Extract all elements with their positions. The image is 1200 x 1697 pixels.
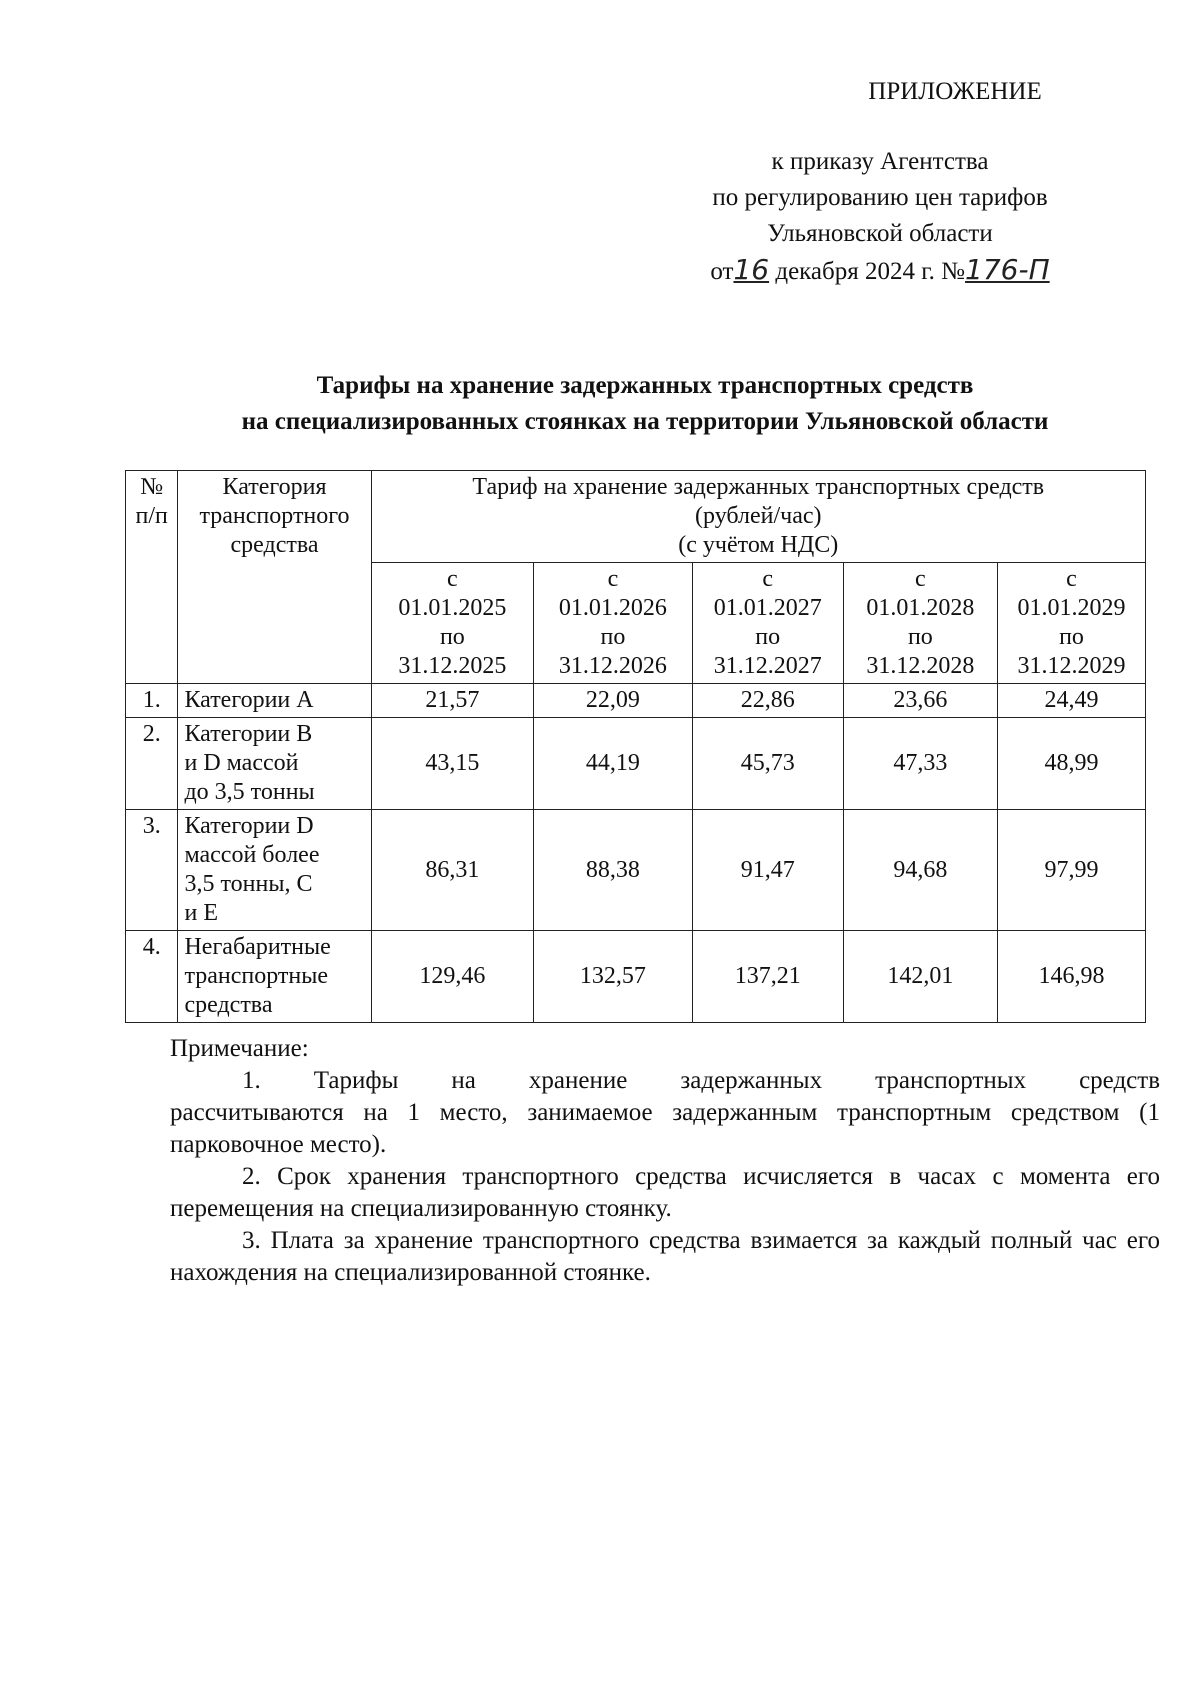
header-tariff-line: (рублей/час) bbox=[695, 503, 822, 529]
row-number: 2. bbox=[126, 718, 178, 810]
order-date-line bbox=[690, 252, 1070, 290]
row-number: 4. bbox=[126, 931, 178, 1023]
period-to: 31.12.2028 bbox=[866, 653, 975, 679]
tariff-cell: 44,19 bbox=[534, 718, 692, 810]
period-header bbox=[534, 563, 692, 684]
tariff-cell: 24,49 bbox=[998, 684, 1146, 718]
table-row bbox=[126, 718, 1146, 810]
period-to-label: по bbox=[439, 624, 465, 650]
tariff-cell: 43,15 bbox=[371, 718, 534, 810]
header-tariff-line: (с учётом НДС) bbox=[678, 532, 839, 558]
tariff-cell: 137,21 bbox=[692, 931, 843, 1023]
category-line: и D массой bbox=[184, 750, 299, 776]
header-category: Категория транспортного средства bbox=[178, 471, 371, 684]
category-line: транспортные bbox=[184, 963, 329, 989]
title-line: Тарифы на хранение задержанных транспортных средств bbox=[316, 372, 974, 399]
appendix-heading: ПРИЛОЖЕНИЕ bbox=[868, 78, 1042, 105]
order-ref-line: Ульяновской области bbox=[767, 220, 993, 247]
category-line: до 3,5 тонны bbox=[184, 779, 315, 805]
tariff-cell: 142,01 bbox=[843, 931, 997, 1023]
note-2: 2. Срок хранения транспортного средства исчисляется в часах с момента его перемещения на специализированную стоянку. bbox=[170, 1163, 1160, 1222]
note-1-first-line: 1. Тарифы на хранение задержанных транспортных средств bbox=[242, 1067, 1160, 1094]
notes-heading: Примечание: bbox=[170, 1035, 309, 1062]
tariff-cell: 88,38 bbox=[534, 810, 692, 931]
category-line: массой более bbox=[184, 842, 320, 868]
date-prefix: от bbox=[710, 258, 734, 285]
period-from-label: с bbox=[607, 566, 619, 592]
tariff-cell: 23,66 bbox=[843, 684, 997, 718]
category-line: Негабаритные bbox=[184, 934, 331, 960]
table-row bbox=[126, 684, 1146, 718]
category-line: и Е bbox=[184, 900, 218, 926]
row-category bbox=[178, 931, 371, 1023]
notes-section bbox=[170, 1033, 1160, 1289]
period-to: 31.12.2027 bbox=[713, 653, 822, 679]
tariff-cell: 97,99 bbox=[998, 810, 1146, 931]
period-from-label: с bbox=[762, 566, 774, 592]
row-number: 3. bbox=[126, 810, 178, 931]
period-to-label: по bbox=[907, 624, 933, 650]
period-to-label: по bbox=[1059, 624, 1084, 650]
period-header bbox=[692, 563, 843, 684]
note-3: 3. Плата за хранение транспортного средства взимается за каждый полный час его нахождения на специализированной стоянке. bbox=[170, 1227, 1160, 1286]
row-category bbox=[178, 718, 371, 810]
category-line: Категории А bbox=[184, 687, 314, 713]
header-num: № п/п bbox=[126, 471, 178, 684]
tariff-cell: 47,33 bbox=[843, 718, 997, 810]
row-number: 1. bbox=[126, 684, 178, 718]
document-title bbox=[120, 368, 1170, 440]
tariff-cell: 146,98 bbox=[998, 931, 1146, 1023]
period-to-label: по bbox=[755, 624, 781, 650]
period-from-label: с bbox=[1066, 566, 1077, 592]
category-line: 3,5 тонны, С bbox=[184, 871, 313, 897]
tariff-cell: 48,99 bbox=[998, 718, 1146, 810]
handwritten-order-number: 176-П bbox=[965, 253, 1050, 286]
period-from-label: с bbox=[447, 566, 458, 592]
period-from: 01.01.2028 bbox=[866, 595, 975, 621]
handwritten-day: 16 bbox=[733, 253, 770, 286]
order-ref-line: к приказу Агентства bbox=[771, 148, 989, 175]
period-to: 31.12.2026 bbox=[558, 653, 667, 679]
title-line: на специализированных стоянках на территории Ульяновской области bbox=[241, 408, 1049, 435]
tariff-cell: 22,09 bbox=[534, 684, 692, 718]
appendix-block bbox=[690, 74, 1070, 290]
period-to-label: по bbox=[600, 624, 626, 650]
period-to: 31.12.2025 bbox=[398, 653, 507, 679]
tariff-table bbox=[125, 470, 1146, 1023]
note-1-rest: рассчитываются на 1 место, занимаемое задержанным транспортным средством (1 парковочное место). bbox=[170, 1099, 1160, 1158]
date-rest: декабря 2024 г. № bbox=[775, 258, 966, 285]
table-row bbox=[126, 810, 1146, 931]
period-header bbox=[371, 563, 534, 684]
category-line: Категории В bbox=[184, 721, 313, 747]
row-category bbox=[178, 810, 371, 931]
period-header bbox=[998, 563, 1146, 684]
order-ref-line: по регулированию цен тарифов bbox=[712, 184, 1048, 211]
period-from: 01.01.2025 bbox=[398, 595, 507, 621]
row-category bbox=[178, 684, 371, 718]
tariff-cell: 22,86 bbox=[692, 684, 843, 718]
period-header bbox=[843, 563, 997, 684]
period-from: 01.01.2026 bbox=[558, 595, 667, 621]
order-reference bbox=[690, 144, 1070, 290]
tariff-cell: 86,31 bbox=[371, 810, 534, 931]
tariff-cell: 21,57 bbox=[371, 684, 534, 718]
header-tariff-line: Тариф на хранение задержанных транспортных средств bbox=[472, 474, 1045, 500]
tariff-cell: 94,68 bbox=[843, 810, 997, 931]
category-line: средства bbox=[184, 992, 273, 1018]
header-tariff-group bbox=[371, 471, 1145, 563]
period-from: 01.01.2027 bbox=[713, 595, 822, 621]
period-from-label: с bbox=[915, 566, 926, 592]
period-from: 01.01.2029 bbox=[1017, 595, 1126, 621]
tariff-cell: 91,47 bbox=[692, 810, 843, 931]
tariff-cell: 45,73 bbox=[692, 718, 843, 810]
category-line: Категории D bbox=[184, 813, 314, 839]
tariff-cell: 132,57 bbox=[534, 931, 692, 1023]
tariff-cell: 129,46 bbox=[371, 931, 534, 1023]
table-row bbox=[126, 931, 1146, 1023]
period-to: 31.12.2029 bbox=[1017, 653, 1126, 679]
